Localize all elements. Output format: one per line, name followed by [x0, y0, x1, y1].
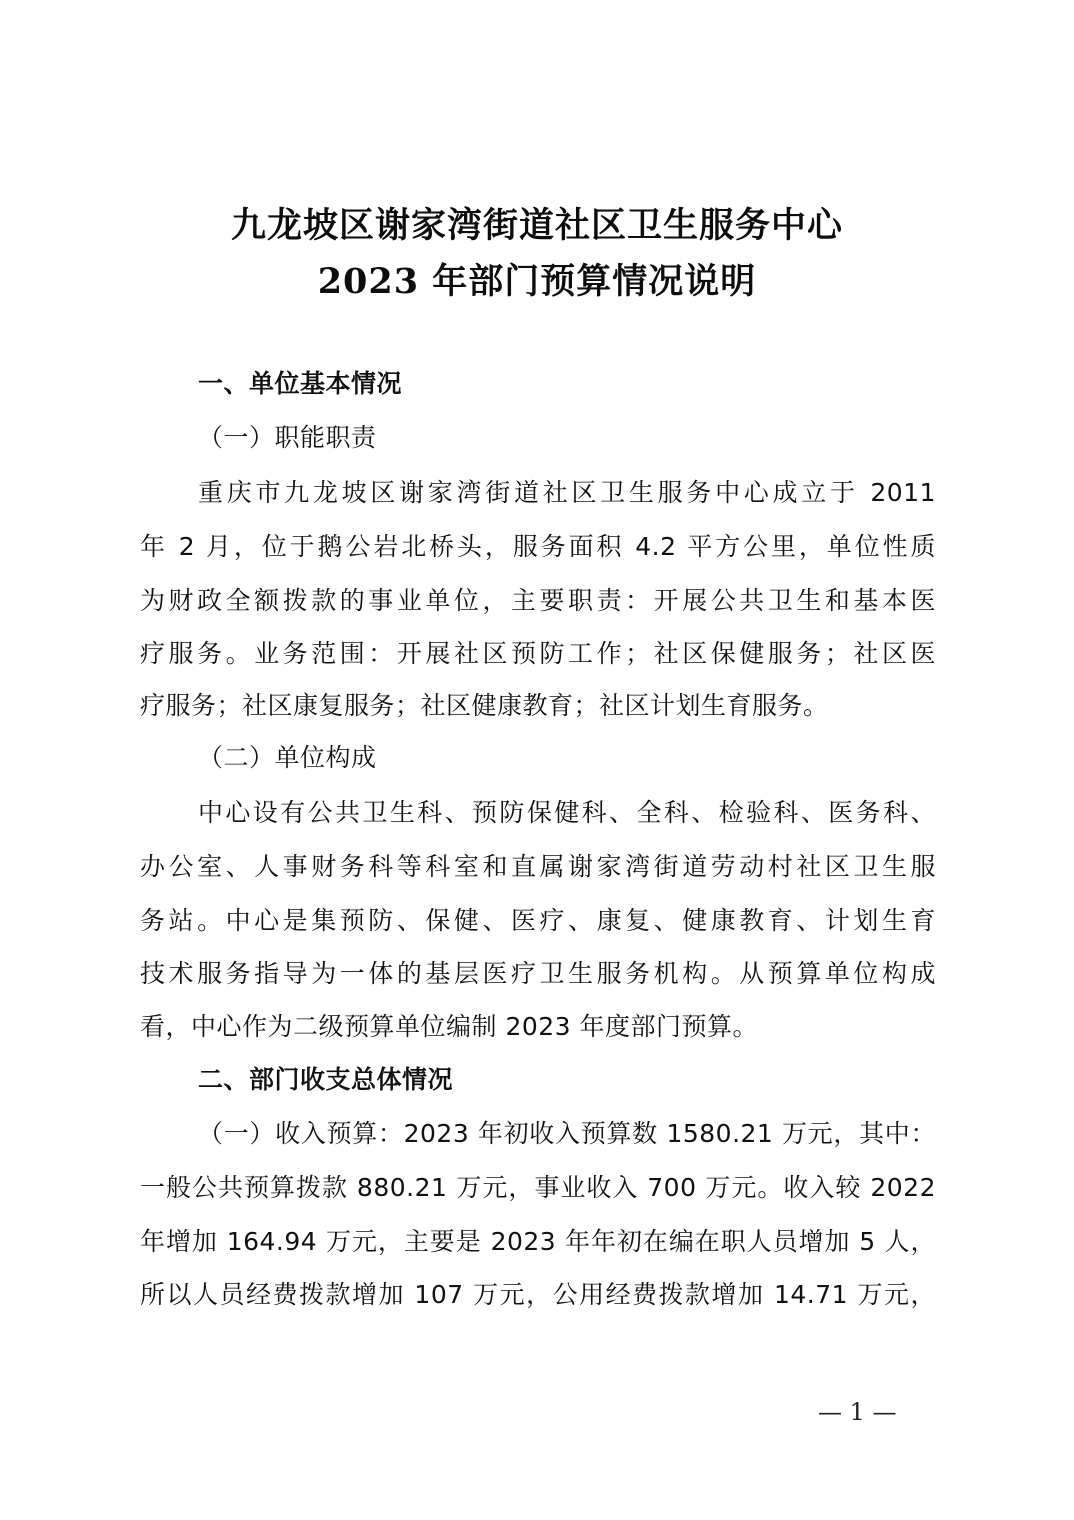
paragraph-line: 年 2 月，位于鹅公岩北桥头，服务面积 4.2 平方公里，单位性质 [140, 532, 936, 561]
paragraph-line: 技术服务指导为一体的基层医疗卫生服务机构。从预算单位构成 [140, 959, 936, 988]
page-number: — 1 — [818, 1398, 897, 1426]
document-title-line-2: 2023 年部门预算情况说明 [317, 261, 757, 302]
section-heading-2: 二、部门收支总体情况 [198, 1065, 454, 1094]
paragraph-line: （一）收入预算：2023 年初收入预算数 1580.21 万元，其中： [198, 1119, 936, 1148]
paragraph-line: 所以人员经费拨款增加 107 万元，公用经费拨款增加 14.71 万元， [140, 1280, 936, 1309]
paragraph-line: 疗服务。业务范围：开展社区预防工作；社区保健服务；社区医 [140, 639, 936, 668]
section-heading-1: 一、单位基本情况 [198, 369, 403, 398]
paragraph-line: 办公室、人事财务科等科室和直属谢家湾街道劳动村社区卫生服 [140, 852, 936, 881]
paragraph-line: 重庆市九龙坡区谢家湾街道社区卫生服务中心成立于 2011 [198, 478, 936, 507]
subsection-heading-2: （二）单位构成 [198, 743, 377, 772]
paragraph-line: 看，中心作为二级预算单位编制 2023 年度部门预算。 [140, 1012, 759, 1041]
paragraph-line: 为财政全额拨款的事业单位，主要职责：开展公共卫生和基本医 [140, 586, 936, 615]
subsection-heading-1: （一）职能职责 [198, 423, 377, 452]
paragraph-line: 一般公共预算拨款 880.21 万元，事业收入 700 万元。收入较 2022 [140, 1173, 936, 1202]
paragraph-line: 疗服务；社区康复服务；社区健康教育；社区计划生育服务。 [140, 691, 829, 720]
paragraph-line: 年增加 164.94 万元，主要是 2023 年年初在编在职人员增加 5 人， [140, 1227, 936, 1256]
paragraph-line: 务站。中心是集预防、保健、医疗、康复、健康教育、计划生育 [140, 906, 936, 935]
document-title-line-1: 九龙坡区谢家湾街道社区卫生服务中心 [230, 205, 843, 246]
paragraph-line: 中心设有公共卫生科、预防保健科、全科、检验科、医务科、 [198, 798, 936, 827]
